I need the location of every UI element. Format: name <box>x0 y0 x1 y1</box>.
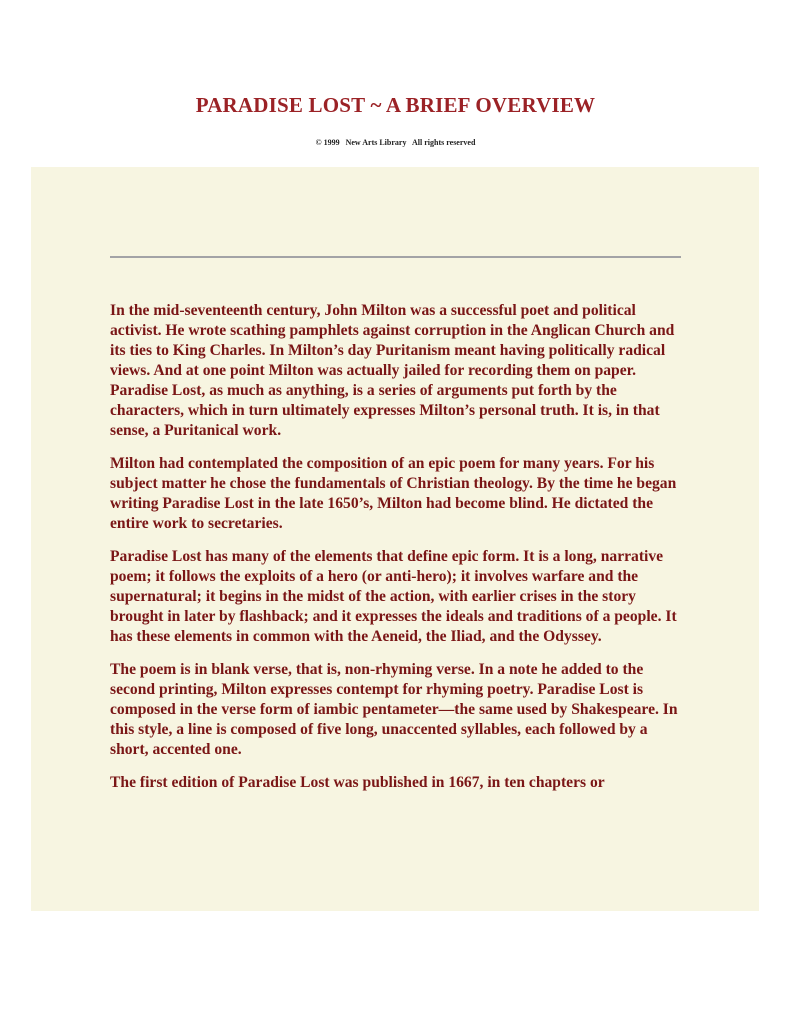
page-title: PARADISE LOST ~ A BRIEF OVERVIEW <box>195 93 596 117</box>
paragraph-5: The first edition of Paradise Lost was published in 1667, in ten chapters or <box>110 774 605 791</box>
horizontal-divider <box>110 256 681 258</box>
paragraph-1: In the mid-seventeenth century, John Milton was a successful poet and political activist. He wrote scathing pamphlets against corruption in the Anglican Church and its ties to King Charles. In Milton’s day Puritanism meant having politically radical views. And at one point Milton was actually jailed for recording them on paper. Paradise Lost, as much as anything, is a series of arguments put forth by the characters, which in turn ultimately expresses Milton’s personal truth. It is, in that sense, a Puritanical work. <box>110 302 675 439</box>
copyright-notice: © 1999 New Arts Library All rights reserved <box>315 138 476 147</box>
paragraph-4: The poem is in blank verse, that is, non-rhyming verse. In a note he added to the second printing, Milton expresses contempt for rhyming poetry. Paradise Lost is composed in the verse form of iambic pentameter—the same used by Shakespeare. In this style, a line is composed of five long, unaccented syllables, each followed by a short, accented one. <box>110 661 678 758</box>
paragraph-3: Paradise Lost has many of the elements that define epic form. It is a long, narrative poem; it follows the exploits of a hero (or anti-hero); it involves warfare and the supernatural; it begins in the midst of the action, with earlier crises in the story brought in later by flashback; and it expresses the ideals and traditions of a people. It has these elements in common with the Aeneid, the Iliad, and the Odyssey. <box>110 548 677 645</box>
article-body <box>110 301 685 806</box>
paragraph-2: Milton had contemplated the composition of an epic poem for many years. For his subject matter he chose the fundamentals of Christian theology. By the time he began writing Paradise Lost in the late 1650’s, Milton had become blind. He dictated the entire work to secretaries. <box>110 455 677 532</box>
content-panel <box>31 167 759 911</box>
